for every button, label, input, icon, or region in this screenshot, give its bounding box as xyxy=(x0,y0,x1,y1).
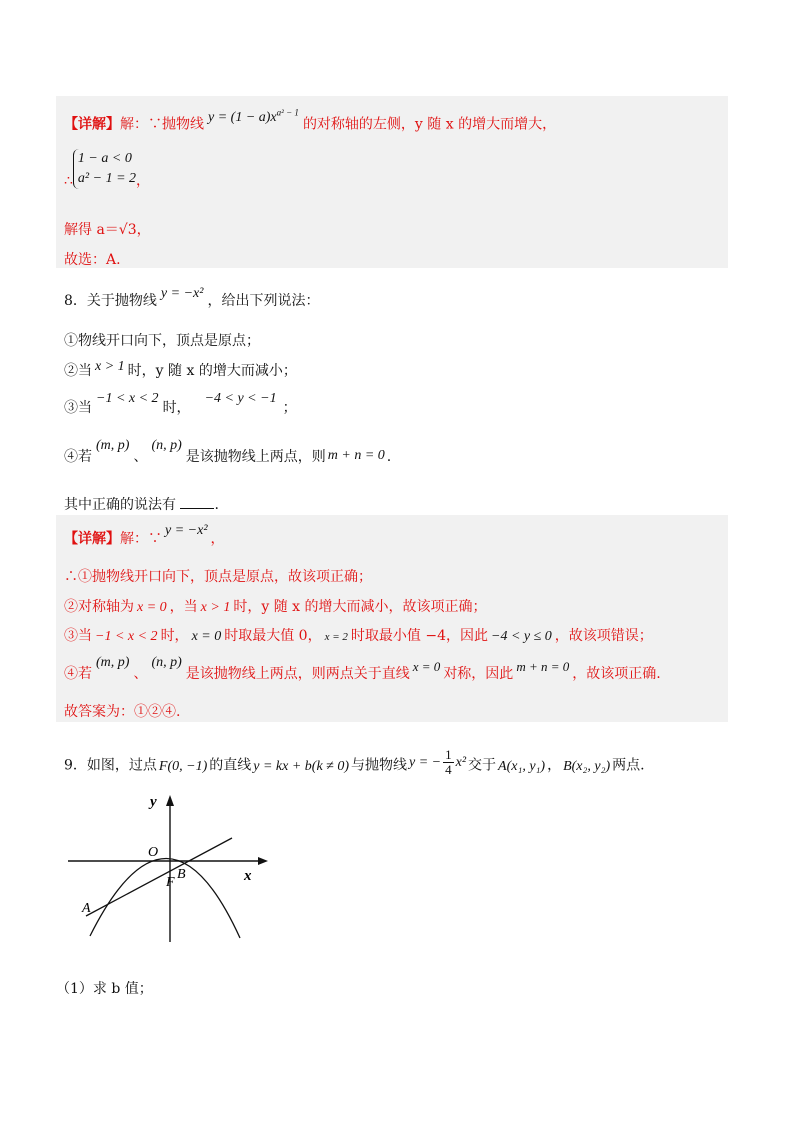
q8-statement-1: ①物线开口向下，顶点是原点； xyxy=(64,333,260,349)
q8-statement-3: ③当−1 < x < 2时，−4 < y < −1； xyxy=(64,391,297,416)
fraction: $\frac{1}{4}$ xyxy=(445,747,452,777)
q8-statement-4: ④若(m, p)、(n, p)是该抛物线上两点，则 m + n = 0 . xyxy=(64,438,392,465)
x-axis-label: x xyxy=(244,868,252,884)
box2-line4: ③当 −1 < x < 2 时， x = 0 时取最大值 0， x = 2 时取最小值 −4，因此 −4 < y ≤ 0 ，故该项错误； xyxy=(64,628,653,644)
detail-tag: 【详解】 xyxy=(64,531,120,547)
q8-ask: 其中正确的说法有 . xyxy=(64,494,219,515)
q8-stem: 8．关于抛物线 y = −x² ，给出下列说法： xyxy=(64,286,320,309)
x-axis-arrow xyxy=(258,857,268,865)
q8-statement-2: ②当 x > 1 时，y 随 x 的增大而减小； xyxy=(64,359,297,379)
q9-subquestion-1: （1）求 b 值； xyxy=(56,981,153,997)
parabola-figure xyxy=(62,790,282,950)
q9-parabola-formula: y = − $\frac{1}{4}$ x² xyxy=(409,747,467,777)
box2-line1: 【详解】解：∵y = −x²， xyxy=(64,523,225,547)
box2-line6: 故答案为：①②④. xyxy=(64,704,181,720)
q9-stem: 9．如图，过点 F(0, −1) 的直线 y = kx + b(k ≠ 0) 与抛物线 y = − $\frac{1}{4}$ x² 交于 A(x₁, y₁) ， B(x₂, y₂) 两点. xyxy=(64,747,645,777)
box2-line3: ②对称轴为 x = 0 ，当 x > 1 时，y 随 x 的增大而减小，故该项正确； xyxy=(64,599,487,615)
parabola-curve xyxy=(90,858,240,938)
box1-line3: 解得 a＝√3， xyxy=(64,222,151,238)
point-b-label: B xyxy=(177,867,186,882)
detail-tag: 【详解】 xyxy=(64,116,120,133)
point-a-label: A xyxy=(82,901,91,916)
equation-system: 1 − a < 0 a² − 1 = 2 xyxy=(73,149,136,189)
box2-line5: ④若(m, p)、(n, p)是该抛物线上两点，则两点关于直线 x = 0 对称，因此 m + n = 0 ，故该项正确. xyxy=(64,655,661,682)
box2-line2: ∴①抛物线开口向下，顶点是原点，故该项正确； xyxy=(64,569,372,585)
point-f-label: F xyxy=(166,875,175,890)
y-axis-label: y xyxy=(150,794,157,810)
parabola-formula: $y = (1 - a)x^{a^2 - 1}$ xyxy=(208,107,299,125)
box1-line2: ∴ 1 − a < 0 a² − 1 = 2 ， xyxy=(64,151,151,189)
line-through-f xyxy=(86,838,232,916)
y-axis-arrow xyxy=(166,795,174,806)
origin-label: O xyxy=(148,845,159,860)
box1-line4: 故选：A. xyxy=(64,252,121,268)
box1-line1: 【详解】解：∵抛物线 $y = (1 - a)x^{a^2 - 1}$的对称轴的左侧，y 随 x 的增大而增大， xyxy=(64,107,557,133)
answer-blank xyxy=(180,494,214,509)
